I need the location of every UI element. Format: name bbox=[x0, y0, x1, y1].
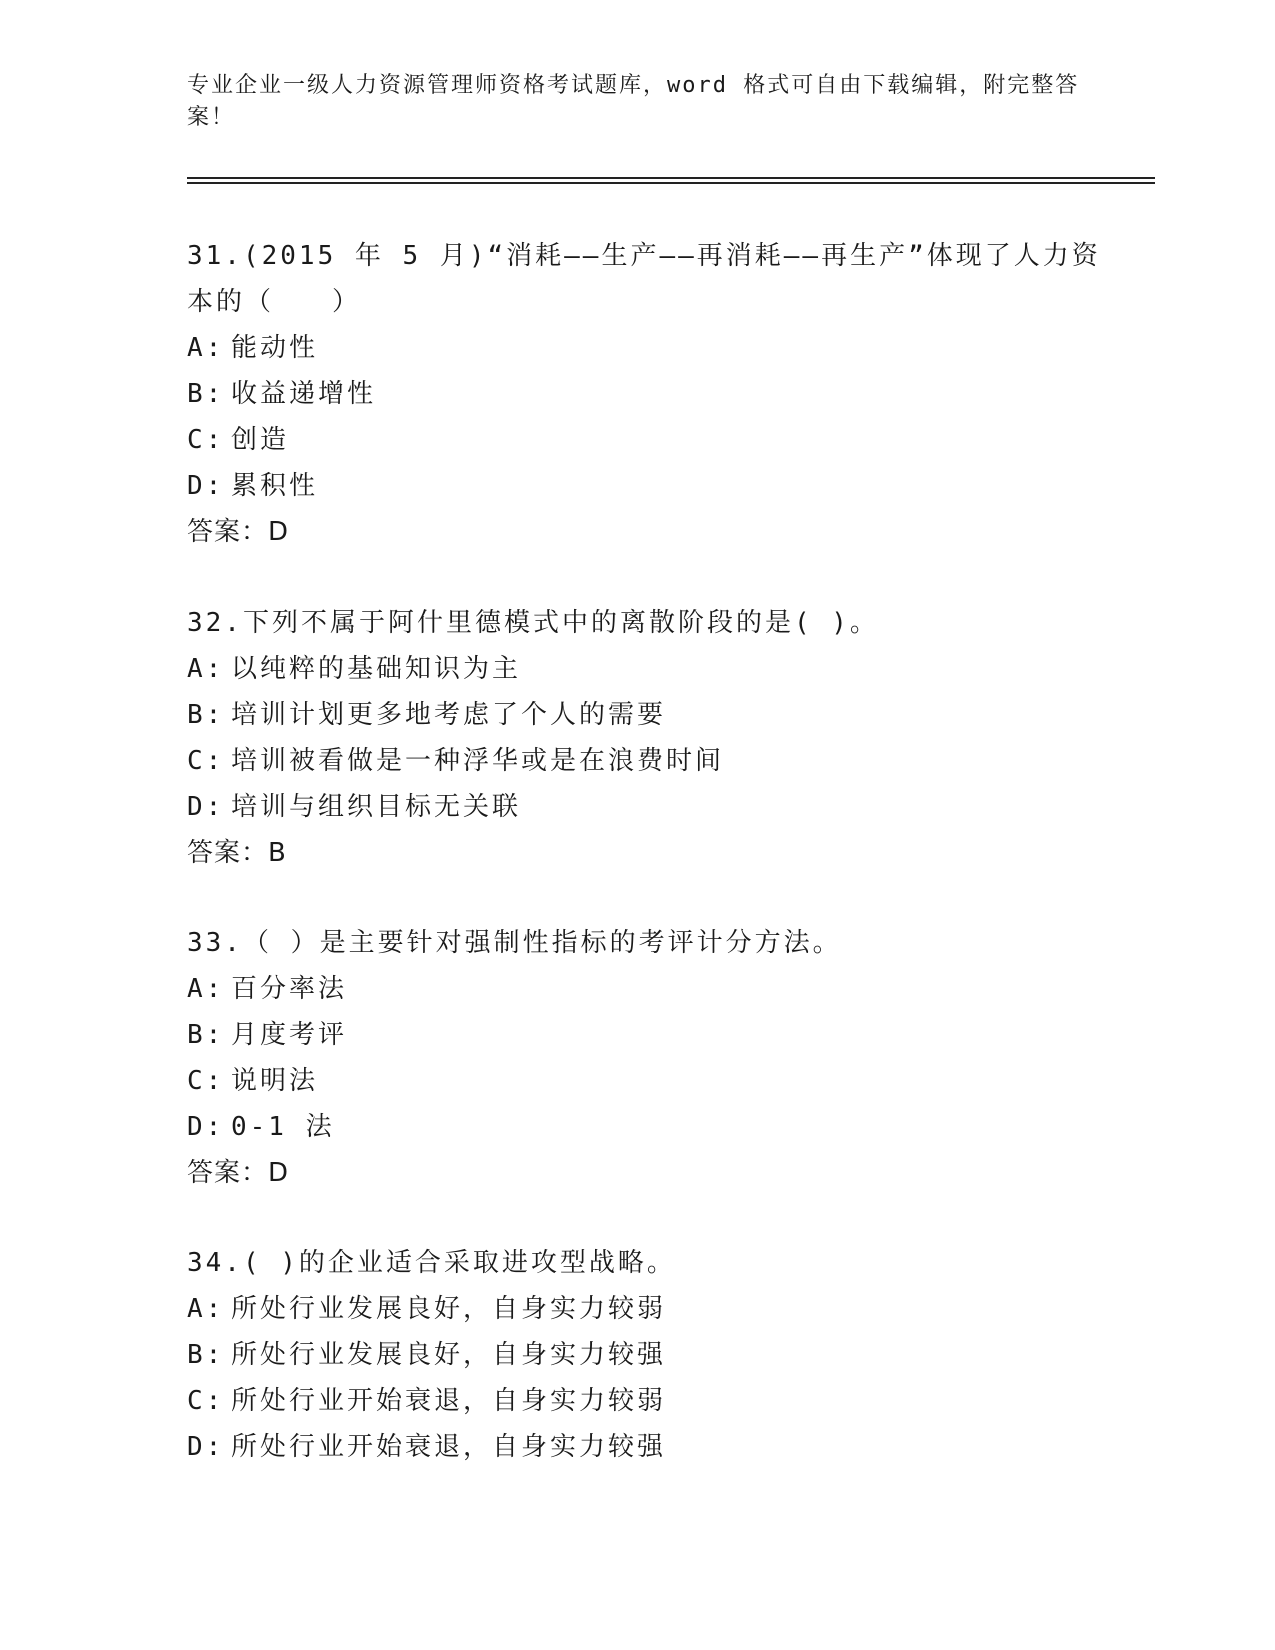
option-letter: D: bbox=[187, 1112, 225, 1142]
option-text: 培训被看做是一种浮华或是在浪费时间 bbox=[231, 746, 725, 776]
option-letter: C: bbox=[187, 1066, 225, 1096]
option-c bbox=[187, 1378, 1107, 1424]
option-letter: B: bbox=[187, 700, 225, 730]
answer-label: 答案：D bbox=[187, 517, 290, 547]
option-letter: D: bbox=[187, 1432, 225, 1462]
option-d bbox=[187, 1104, 1107, 1150]
option-text: 累积性 bbox=[231, 471, 319, 501]
option-text: 培训计划更多地考虑了个人的需要 bbox=[231, 700, 667, 730]
option-text: 能动性 bbox=[231, 333, 319, 363]
question-34 bbox=[187, 1240, 1107, 1470]
option-c bbox=[187, 1058, 1107, 1104]
option-letter: B: bbox=[187, 379, 225, 409]
option-b bbox=[187, 371, 1107, 417]
option-d bbox=[187, 463, 1107, 509]
option-letter: D: bbox=[187, 792, 225, 822]
option-text: 收益递增性 bbox=[231, 379, 377, 409]
option-text: 所处行业发展良好，自身实力较强 bbox=[231, 1340, 667, 1370]
option-text: 以纯粹的基础知识为主 bbox=[231, 654, 522, 684]
answer-label: 答案：D bbox=[187, 1158, 290, 1188]
option-text: 0-1 法 bbox=[231, 1112, 335, 1142]
option-text: 所处行业发展良好，自身实力较弱 bbox=[231, 1294, 667, 1324]
option-c bbox=[187, 738, 1107, 784]
option-b bbox=[187, 1332, 1107, 1378]
option-letter: C: bbox=[187, 746, 225, 776]
question-text: 34.( )的企业适合采取进攻型战略。 bbox=[187, 1248, 676, 1278]
option-c bbox=[187, 417, 1107, 463]
option-letter: A: bbox=[187, 1294, 225, 1324]
option-text: 所处行业开始衰退，自身实力较弱 bbox=[231, 1386, 667, 1416]
option-letter: B: bbox=[187, 1020, 225, 1050]
option-letter: A: bbox=[187, 654, 225, 684]
option-d bbox=[187, 1424, 1107, 1470]
answer-label: 答案：B bbox=[187, 838, 287, 868]
option-d bbox=[187, 784, 1107, 830]
page-header: 专业企业一级人力资源管理师资格考试题库，word 格式可自由下载编辑，附完整答案！ bbox=[187, 73, 1080, 130]
option-letter: C: bbox=[187, 1386, 225, 1416]
option-a bbox=[187, 325, 1107, 371]
question-33 bbox=[187, 920, 1107, 1196]
option-text: 培训与组织目标无关联 bbox=[231, 792, 522, 822]
option-letter: B: bbox=[187, 1340, 225, 1370]
option-letter: A: bbox=[187, 974, 225, 1004]
option-text: 所处行业开始衰退，自身实力较强 bbox=[231, 1432, 667, 1462]
option-text: 月度考评 bbox=[231, 1020, 348, 1050]
option-letter: C: bbox=[187, 425, 225, 455]
question-text: 33.（ ）是主要针对强制性指标的考评计分方法。 bbox=[187, 928, 842, 958]
option-letter: A: bbox=[187, 333, 225, 363]
option-a bbox=[187, 646, 1107, 692]
option-letter: D: bbox=[187, 471, 225, 501]
option-b bbox=[187, 1012, 1107, 1058]
question-32 bbox=[187, 600, 1107, 876]
question-text: 32.下列不属于阿什里德模式中的离散阶段的是( )。 bbox=[187, 608, 879, 638]
header-divider-top bbox=[187, 177, 1155, 179]
header-divider-bottom bbox=[187, 182, 1155, 184]
option-a bbox=[187, 1286, 1107, 1332]
question-text: 31.(2015 年 5 月)“消耗——生产——再消耗——再生产”体现了人力资本的（ ） bbox=[187, 241, 1101, 317]
option-text: 创造 bbox=[231, 425, 290, 455]
option-text: 百分率法 bbox=[231, 974, 348, 1004]
question-31 bbox=[187, 233, 1107, 555]
option-a bbox=[187, 966, 1107, 1012]
option-text: 说明法 bbox=[231, 1066, 319, 1096]
option-b bbox=[187, 692, 1107, 738]
